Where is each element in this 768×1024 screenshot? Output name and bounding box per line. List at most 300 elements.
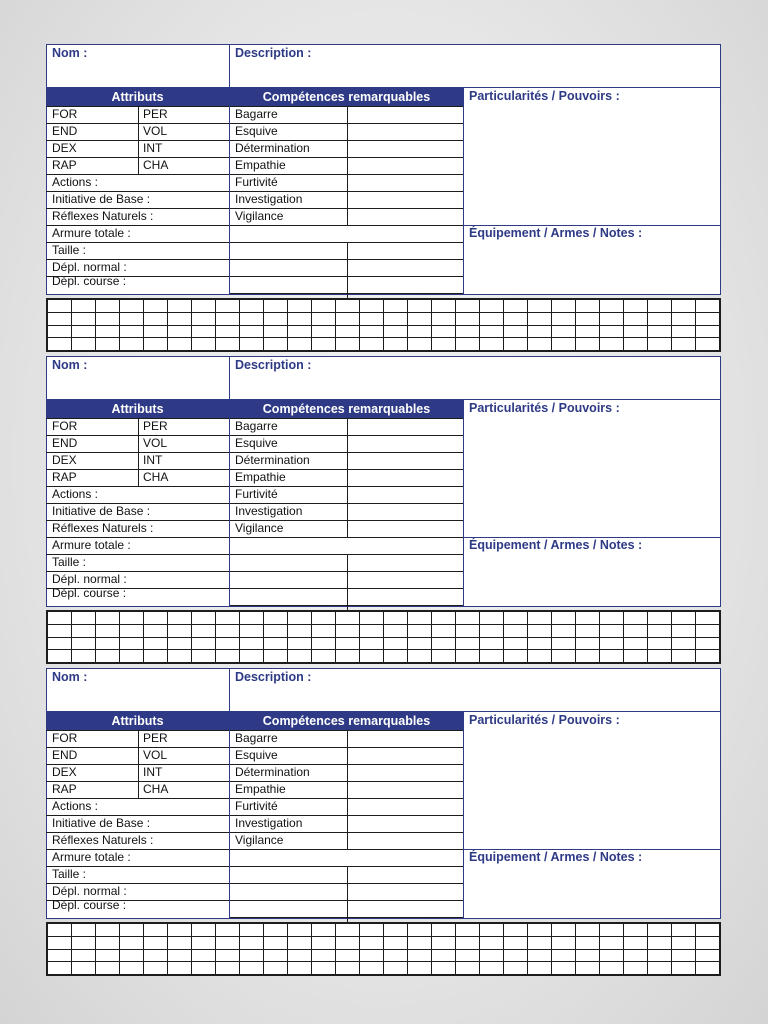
grid-cell[interactable] [72, 338, 96, 351]
grid-cell[interactable] [192, 924, 216, 937]
grid-cell[interactable] [288, 637, 312, 650]
grid-cell[interactable] [504, 624, 528, 637]
grid-cell[interactable] [408, 338, 432, 351]
grid-cell[interactable] [360, 612, 384, 625]
skill-value[interactable] [348, 157, 463, 173]
grid-cell[interactable] [504, 312, 528, 325]
grid-cell[interactable] [336, 962, 360, 975]
grid-cell[interactable] [648, 637, 672, 650]
grid-cell[interactable] [672, 924, 696, 937]
attribute-value[interactable] [176, 469, 228, 485]
grid-cell[interactable] [528, 325, 552, 338]
grid-cell[interactable] [456, 650, 480, 663]
grid-cell[interactable] [528, 300, 552, 313]
grid-cell[interactable] [624, 312, 648, 325]
grid-cell[interactable] [312, 612, 336, 625]
grid-cell[interactable] [168, 312, 192, 325]
attribute-value[interactable] [86, 747, 136, 763]
name-field[interactable] [46, 44, 229, 88]
grid-cell[interactable] [312, 936, 336, 949]
grid-cell[interactable] [264, 338, 288, 351]
grid-cell[interactable] [216, 949, 240, 962]
particularites-field[interactable] [464, 106, 720, 224]
skill-value[interactable] [348, 486, 463, 502]
grid-cell[interactable] [696, 637, 720, 650]
grid-cell[interactable] [408, 637, 432, 650]
grid-cell[interactable] [576, 650, 600, 663]
grid-cell[interactable] [240, 612, 264, 625]
attribute-value[interactable] [176, 418, 228, 434]
grid-cell[interactable] [72, 325, 96, 338]
attribute-value[interactable] [86, 764, 136, 780]
grid-cell[interactable] [696, 300, 720, 313]
grid-cell[interactable] [552, 612, 576, 625]
grid-cell[interactable] [216, 325, 240, 338]
grid-cell[interactable] [144, 338, 168, 351]
grid-cell[interactable] [480, 949, 504, 962]
grid-cell[interactable] [504, 962, 528, 975]
grid-cell[interactable] [384, 949, 408, 962]
grid-cell[interactable] [528, 338, 552, 351]
grid-cell[interactable] [648, 924, 672, 937]
grid-cell[interactable] [480, 338, 504, 351]
grid-cell[interactable] [432, 325, 456, 338]
grid-cell[interactable] [216, 300, 240, 313]
grid-cell[interactable] [192, 637, 216, 650]
grid-cell[interactable] [384, 936, 408, 949]
grid-cell[interactable] [576, 936, 600, 949]
grid-cell[interactable] [144, 312, 168, 325]
grid-cell[interactable] [336, 612, 360, 625]
grid-cell[interactable] [504, 650, 528, 663]
grid-cell[interactable] [384, 962, 408, 975]
grid-cell[interactable] [120, 949, 144, 962]
grid-cell[interactable] [456, 300, 480, 313]
grid-cell[interactable] [480, 924, 504, 937]
grid-cell[interactable] [600, 338, 624, 351]
grid-cell[interactable] [72, 624, 96, 637]
grid-cell[interactable] [600, 325, 624, 338]
grid-cell[interactable] [408, 924, 432, 937]
attribute-value[interactable] [86, 469, 136, 485]
grid-cell[interactable] [384, 924, 408, 937]
grid-cell[interactable] [168, 300, 192, 313]
grid-cell[interactable] [696, 650, 720, 663]
grid-cell[interactable] [96, 924, 120, 937]
grid-cell[interactable] [336, 624, 360, 637]
grid-cell[interactable] [72, 650, 96, 663]
equipement-field[interactable] [464, 555, 720, 605]
grid-cell[interactable] [120, 624, 144, 637]
grid-cell[interactable] [408, 612, 432, 625]
grid-cell[interactable] [600, 300, 624, 313]
grid-cell[interactable] [168, 924, 192, 937]
grid-cell[interactable] [648, 650, 672, 663]
grid-cell[interactable] [576, 312, 600, 325]
grid-cell[interactable] [456, 325, 480, 338]
attribute-value[interactable] [86, 123, 136, 139]
grid-cell[interactable] [288, 612, 312, 625]
grid-cell[interactable] [432, 949, 456, 962]
grid-cell[interactable] [432, 624, 456, 637]
grid-cell[interactable] [192, 624, 216, 637]
grid-cell[interactable] [360, 924, 384, 937]
grid-cell[interactable] [696, 338, 720, 351]
grid-cell[interactable] [216, 624, 240, 637]
grid-cell[interactable] [648, 338, 672, 351]
grid-cell[interactable] [528, 924, 552, 937]
grid-cell[interactable] [600, 936, 624, 949]
grid-cell[interactable] [480, 962, 504, 975]
grid-cell[interactable] [72, 962, 96, 975]
grid-cell[interactable] [48, 325, 72, 338]
grid-cell[interactable] [552, 949, 576, 962]
grid-cell[interactable] [576, 924, 600, 937]
grid-cell[interactable] [384, 650, 408, 663]
grid-cell[interactable] [408, 624, 432, 637]
grid-cell[interactable] [120, 962, 144, 975]
grid-cell[interactable] [96, 637, 120, 650]
grid-cell[interactable] [672, 637, 696, 650]
grid-cell[interactable] [624, 338, 648, 351]
grid-cell[interactable] [264, 624, 288, 637]
grid-cell[interactable] [408, 962, 432, 975]
grid-cell[interactable] [96, 300, 120, 313]
grid-cell[interactable] [312, 962, 336, 975]
grid-cell[interactable] [480, 325, 504, 338]
grid-cell[interactable] [360, 312, 384, 325]
grid-cell[interactable] [288, 624, 312, 637]
skill-value[interactable] [348, 520, 463, 536]
grid-cell[interactable] [168, 650, 192, 663]
grid-cell[interactable] [552, 650, 576, 663]
grid-cell[interactable] [648, 325, 672, 338]
grid-cell[interactable] [576, 338, 600, 351]
skill-value[interactable] [348, 764, 463, 780]
grid-cell[interactable] [528, 650, 552, 663]
grid-cell[interactable] [432, 962, 456, 975]
grid-cell[interactable] [624, 924, 648, 937]
grid-cell[interactable] [552, 637, 576, 650]
skill-value[interactable] [348, 781, 463, 797]
attribute-value[interactable] [86, 435, 136, 451]
grid-cell[interactable] [480, 936, 504, 949]
grid-cell[interactable] [696, 612, 720, 625]
grid-cell[interactable] [216, 312, 240, 325]
skill-value[interactable] [348, 435, 463, 451]
grid-cell[interactable] [120, 924, 144, 937]
grid-cell[interactable] [504, 325, 528, 338]
skill-value[interactable] [348, 730, 463, 746]
grid-cell[interactable] [264, 936, 288, 949]
grid-cell[interactable] [240, 624, 264, 637]
grid-cell[interactable] [384, 612, 408, 625]
grid-cell[interactable] [72, 924, 96, 937]
grid-cell[interactable] [456, 612, 480, 625]
grid-cell[interactable] [480, 637, 504, 650]
grid-cell[interactable] [528, 962, 552, 975]
grid-cell[interactable] [408, 325, 432, 338]
grid-cell[interactable] [432, 312, 456, 325]
grid-cell[interactable] [288, 936, 312, 949]
grid-cell[interactable] [696, 949, 720, 962]
grid-cell[interactable] [144, 949, 168, 962]
grid-cell[interactable] [288, 650, 312, 663]
grid-cell[interactable] [552, 624, 576, 637]
grid-cell[interactable] [48, 312, 72, 325]
grid-cell[interactable] [480, 312, 504, 325]
grid-cell[interactable] [48, 300, 72, 313]
attribute-value[interactable] [176, 123, 228, 139]
grid-cell[interactable] [552, 962, 576, 975]
grid-cell[interactable] [264, 300, 288, 313]
grid-cell[interactable] [624, 637, 648, 650]
grid-cell[interactable] [120, 650, 144, 663]
description-field[interactable] [230, 44, 720, 88]
grid-cell[interactable] [48, 637, 72, 650]
grid-cell[interactable] [432, 924, 456, 937]
grid-cell[interactable] [432, 300, 456, 313]
grid-cell[interactable] [600, 312, 624, 325]
grid-cell[interactable] [336, 312, 360, 325]
grid-cell[interactable] [504, 924, 528, 937]
grid-cell[interactable] [96, 325, 120, 338]
grid-cell[interactable] [528, 936, 552, 949]
grid-cell[interactable] [312, 312, 336, 325]
grid-cell[interactable] [384, 338, 408, 351]
grid-cell[interactable] [336, 637, 360, 650]
grid-cell[interactable] [576, 300, 600, 313]
grid-cell[interactable] [672, 962, 696, 975]
skill-value[interactable] [348, 140, 463, 156]
grid-cell[interactable] [672, 325, 696, 338]
grid-cell[interactable] [72, 612, 96, 625]
grid-cell[interactable] [576, 949, 600, 962]
grid-cell[interactable] [96, 624, 120, 637]
grid-cell[interactable] [648, 612, 672, 625]
grid-cell[interactable] [600, 962, 624, 975]
grid-cell[interactable] [312, 325, 336, 338]
grid-cell[interactable] [384, 325, 408, 338]
grid-cell[interactable] [96, 312, 120, 325]
attribute-value[interactable] [176, 747, 228, 763]
grid-cell[interactable] [696, 962, 720, 975]
grid-cell[interactable] [48, 624, 72, 637]
grid-cell[interactable] [312, 949, 336, 962]
skill-value[interactable] [348, 452, 463, 468]
skill-value[interactable] [348, 798, 463, 814]
attribute-value[interactable] [86, 452, 136, 468]
grid-cell[interactable] [456, 936, 480, 949]
grid-cell[interactable] [576, 624, 600, 637]
grid-cell[interactable] [264, 325, 288, 338]
grid-cell[interactable] [336, 325, 360, 338]
grid-cell[interactable] [432, 338, 456, 351]
grid-cell[interactable] [216, 924, 240, 937]
grid-cell[interactable] [216, 936, 240, 949]
grid-cell[interactable] [456, 924, 480, 937]
grid-cell[interactable] [696, 312, 720, 325]
attribute-value[interactable] [86, 781, 136, 797]
grid-cell[interactable] [456, 962, 480, 975]
grid-cell[interactable] [168, 624, 192, 637]
grid-cell[interactable] [144, 962, 168, 975]
grid-cell[interactable] [144, 300, 168, 313]
grid-cell[interactable] [120, 300, 144, 313]
grid-cell[interactable] [216, 962, 240, 975]
grid-cell[interactable] [432, 936, 456, 949]
grid-cell[interactable] [120, 325, 144, 338]
grid-cell[interactable] [240, 650, 264, 663]
grid-cell[interactable] [48, 338, 72, 351]
attribute-value[interactable] [176, 140, 228, 156]
grid-cell[interactable] [696, 936, 720, 949]
grid-cell[interactable] [240, 300, 264, 313]
grid-cell[interactable] [264, 312, 288, 325]
grid-cell[interactable] [144, 624, 168, 637]
grid-cell[interactable] [432, 637, 456, 650]
grid-cell[interactable] [624, 325, 648, 338]
attribute-value[interactable] [86, 730, 136, 746]
skill-value[interactable] [348, 191, 463, 207]
grid-cell[interactable] [456, 637, 480, 650]
grid-cell[interactable] [384, 637, 408, 650]
grid-cell[interactable] [336, 300, 360, 313]
grid-cell[interactable] [72, 300, 96, 313]
grid-cell[interactable] [48, 962, 72, 975]
grid-cell[interactable] [144, 936, 168, 949]
grid-cell[interactable] [288, 949, 312, 962]
grid-cell[interactable] [528, 624, 552, 637]
particularites-field[interactable] [464, 730, 720, 848]
grid-cell[interactable] [192, 650, 216, 663]
grid-cell[interactable] [600, 949, 624, 962]
grid-cell[interactable] [696, 924, 720, 937]
grid-cell[interactable] [480, 300, 504, 313]
skill-value[interactable] [348, 106, 463, 122]
grid-cell[interactable] [456, 338, 480, 351]
grid-cell[interactable] [192, 325, 216, 338]
grid-cell[interactable] [264, 637, 288, 650]
skill-value[interactable] [348, 174, 463, 190]
grid-cell[interactable] [552, 312, 576, 325]
grid-cell[interactable] [312, 924, 336, 937]
grid-cell[interactable] [360, 637, 384, 650]
attribute-value[interactable] [86, 157, 136, 173]
grid-cell[interactable] [600, 624, 624, 637]
grid-cell[interactable] [528, 312, 552, 325]
grid-cell[interactable] [72, 312, 96, 325]
grid-cell[interactable] [48, 650, 72, 663]
grid-cell[interactable] [576, 325, 600, 338]
grid-cell[interactable] [576, 612, 600, 625]
grid-cell[interactable] [672, 949, 696, 962]
skill-value[interactable] [348, 208, 463, 224]
skill-value[interactable] [348, 832, 463, 848]
grid-cell[interactable] [120, 637, 144, 650]
name-field[interactable] [46, 668, 229, 712]
grid-cell[interactable] [96, 338, 120, 351]
grid-cell[interactable] [72, 949, 96, 962]
grid-cell[interactable] [528, 612, 552, 625]
grid-cell[interactable] [312, 650, 336, 663]
grid-cell[interactable] [408, 650, 432, 663]
grid-cell[interactable] [672, 312, 696, 325]
grid-cell[interactable] [336, 924, 360, 937]
attribute-value[interactable] [176, 730, 228, 746]
grid-cell[interactable] [96, 936, 120, 949]
grid-cell[interactable] [264, 650, 288, 663]
grid-cell[interactable] [192, 962, 216, 975]
grid-cell[interactable] [336, 650, 360, 663]
grid-cell[interactable] [384, 624, 408, 637]
grid-cell[interactable] [384, 312, 408, 325]
particularites-field[interactable] [464, 418, 720, 536]
attribute-value[interactable] [86, 140, 136, 156]
grid-cell[interactable] [168, 936, 192, 949]
grid-cell[interactable] [696, 624, 720, 637]
grid-cell[interactable] [48, 949, 72, 962]
grid-cell[interactable] [600, 650, 624, 663]
grid-cell[interactable] [624, 936, 648, 949]
grid-cell[interactable] [264, 949, 288, 962]
description-field[interactable] [230, 668, 720, 712]
grid-cell[interactable] [624, 962, 648, 975]
grid-cell[interactable] [360, 338, 384, 351]
grid-cell[interactable] [216, 612, 240, 625]
grid-cell[interactable] [672, 612, 696, 625]
grid-cell[interactable] [456, 312, 480, 325]
grid-cell[interactable] [192, 612, 216, 625]
grid-cell[interactable] [144, 637, 168, 650]
attribute-value[interactable] [176, 157, 228, 173]
grid-cell[interactable] [120, 312, 144, 325]
grid-cell[interactable] [240, 312, 264, 325]
grid-cell[interactable] [360, 962, 384, 975]
grid-cell[interactable] [336, 949, 360, 962]
skill-value[interactable] [348, 815, 463, 831]
grid-cell[interactable] [504, 936, 528, 949]
name-field[interactable] [46, 356, 229, 400]
grid-cell[interactable] [600, 924, 624, 937]
grid-cell[interactable] [480, 650, 504, 663]
grid-cell[interactable] [408, 300, 432, 313]
grid-cell[interactable] [120, 612, 144, 625]
equipement-field[interactable] [464, 867, 720, 917]
grid-cell[interactable] [480, 612, 504, 625]
grid-cell[interactable] [504, 612, 528, 625]
grid-cell[interactable] [360, 949, 384, 962]
grid-cell[interactable] [504, 338, 528, 351]
grid-cell[interactable] [192, 949, 216, 962]
grid-cell[interactable] [168, 612, 192, 625]
grid-cell[interactable] [168, 325, 192, 338]
grid-cell[interactable] [672, 338, 696, 351]
attribute-value[interactable] [86, 106, 136, 122]
grid-cell[interactable] [216, 650, 240, 663]
grid-cell[interactable] [336, 338, 360, 351]
grid-cell[interactable] [312, 338, 336, 351]
grid-cell[interactable] [264, 962, 288, 975]
attribute-value[interactable] [176, 435, 228, 451]
grid-cell[interactable] [648, 949, 672, 962]
grid-cell[interactable] [624, 949, 648, 962]
grid-cell[interactable] [312, 624, 336, 637]
grid-cell[interactable] [672, 650, 696, 663]
grid-cell[interactable] [144, 612, 168, 625]
grid-cell[interactable] [528, 637, 552, 650]
grid-cell[interactable] [192, 936, 216, 949]
